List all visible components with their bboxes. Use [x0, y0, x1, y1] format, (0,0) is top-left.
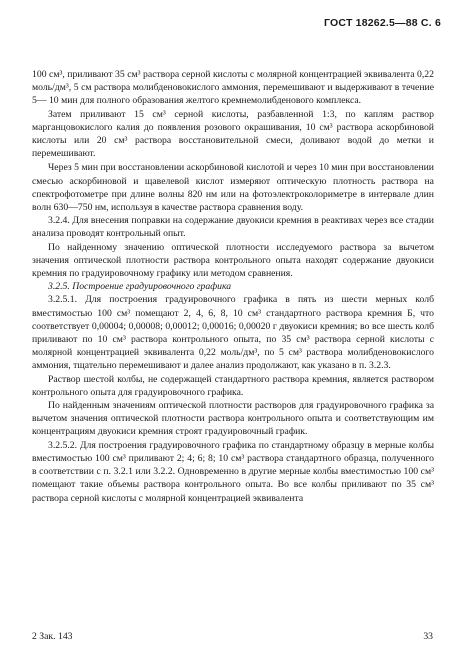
paragraph-3: Через 5 мин при восстановлении аскорбиновой кислотой и через 10 мин при восстановлении смесью аскорбиновой и щавелевой кислот измеряют оптическую плотность раствора на спектрофотометре при длине волны 820 нм или на фотоэлектроколориметре в интервале длин волн 630—750 нм, используя в качестве раствора сравнения воду. [32, 162, 434, 214]
paragraph-2: Затем приливают 15 см³ серной кислоты, разбавленной 1:3, по каплям раствор марганцовокислого калия до появления розового окрашивания, 10 см³ раствора аскорбиновой кислоты или 20 см³ раствора восстановительной смеси, доливают водой до метки и перемешивают. [32, 108, 434, 160]
paragraph-4: 3.2.4. Для внесения поправки на содержание двуокиси кремния в реактивах через все стадии анализа проводят контрольный опыт. [32, 215, 434, 240]
document-header: ГОСТ 18262.5—88 С. 6 [324, 17, 441, 29]
paragraph-8: Раствор шестой колбы, не содержащей стандартного раствора кремния, является раствором контрольного опыта для градуировочного графика. [32, 373, 434, 398]
footer-order-number: 2 Зак. 143 [32, 631, 73, 642]
paragraph-7: 3.2.5.1. Для построения градуировочного графика в пять из шести мерных колб вместимостью 100 см³ помещают 2, 4, 6, 8, 10 см³ стандартного раствора кремния Б, что соответствует 0,00004; 0,00008; 0,00012; 0,00016; 0,00020 г двуокиси кремния; во все шесть колб приливают по 10 см³ раствора контрольного опыта, по 35 см³ раствора серной кислоты с молярной концентрацией эквивалента 0,22 моль/дм³, по 5 см³ раствора молибденовокислого аммония, тщательно перемешивают и далее анализ продолжают, как указано в п. 3.2.3. [32, 294, 434, 372]
section-heading [32, 280, 434, 293]
section-heading-text: 3.2.5. Построение градуировочного графика [48, 281, 232, 293]
paragraph-10: 3.2.5.2. Для построения градуировочного графика по стандартному образцу в мерные колбы вместимостью 100 см³ приливают 2; 4; 6; 8; 10 см³ раствора стандартного образца, полученного в соответствии с п. 3.2.1 или 3.2.2. Одновременно в другие мерные колбы вместимостью 100 см³ помещают такие объемы раствора контрольного опыта. Во все колбы приливают по 35 см³ раствора серной кислоты с молярной концентрацией эквивалента [32, 439, 434, 504]
page-number: 33 [423, 631, 433, 642]
document-body [32, 68, 434, 505]
paragraph-1: 100 см³, приливают 35 см³ раствора серной кислоты с молярной концентрацией эквивалента 0,22 моль/дм³, 5 см раствора молибденовокислого аммония, перемешивают и выдерживают в течение 5— 10 мин для полного образования желтого кремнемолибденового комплекса. [32, 69, 434, 107]
paragraph-5: По найденному значению оптической плотности исследуемого раствора за вычетом значения оптической плотности раствора контрольного опыта находят содержание двуокиси кремния по градуировочному графику или методом сравнения. [32, 241, 434, 280]
paragraph-9: По найденным значениям оптической плотности растворов для градуировочного графика за вычетом значения оптической плотности раствора контрольного опыта и соответствующим им концентрациям двуокиси кремния строят градуировочный график. [32, 400, 434, 438]
